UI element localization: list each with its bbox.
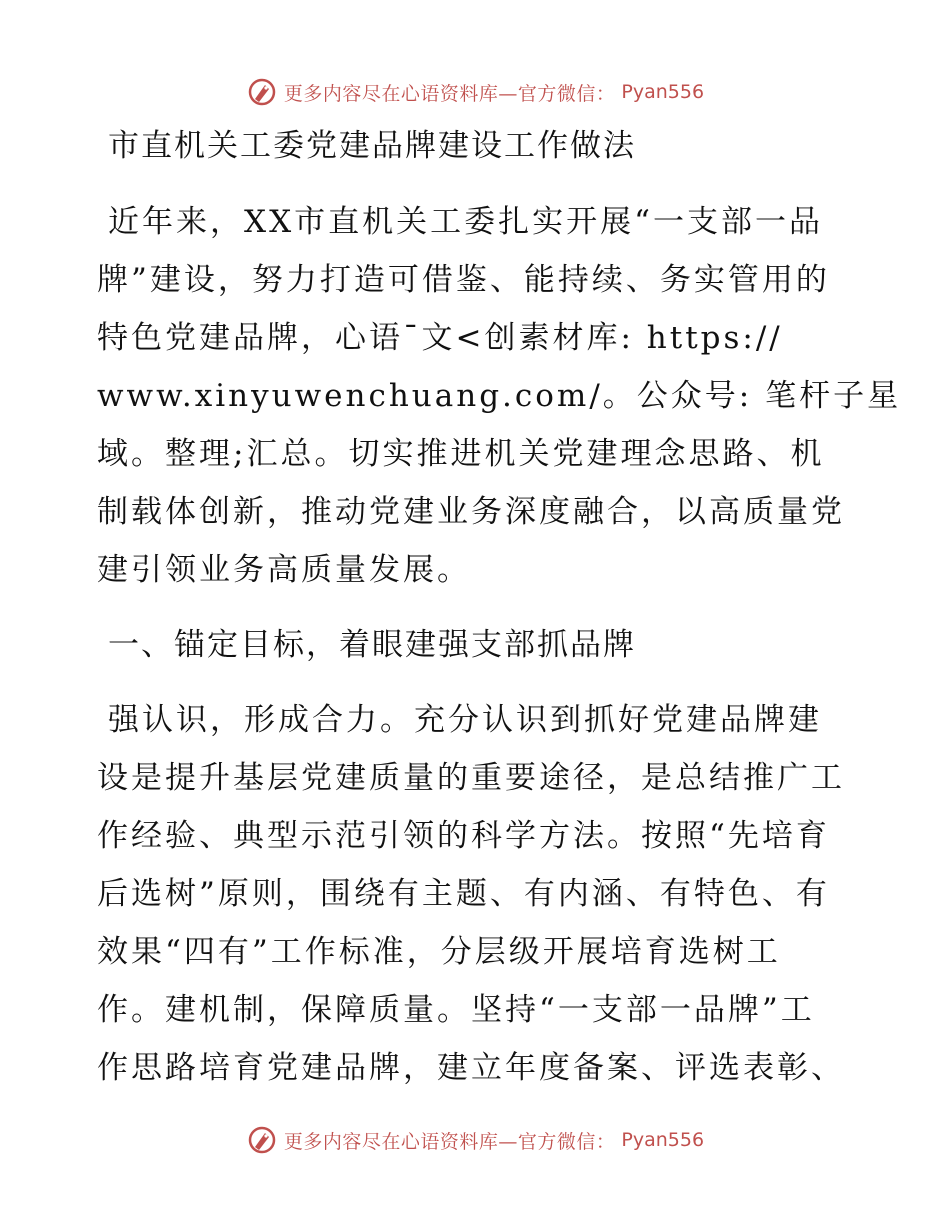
paragraph-line: 设是提升基层党建质量的重要途径，是总结推广工: [97, 760, 845, 796]
header-watermark: [0, 72, 950, 112]
watermark-text: 更多内容尽在心语资料库—官方微信：: [283, 1130, 616, 1153]
pen-nib-seal-icon: [246, 1124, 278, 1156]
watermark-text: 更多内容尽在心语资料库—官方微信：: [283, 82, 616, 105]
paragraph-line: 近年来，XX市直机关工委扎实开展“一支部一品: [108, 204, 823, 240]
paragraph-line: 后选树”原则，围绕有主题、有内涵、有特色、有: [97, 876, 830, 912]
paragraph-line: www.xinyuwenchuang.com/。公众号: 笔杆子星: [97, 378, 902, 414]
paragraph-section-1: [97, 700, 857, 1106]
paragraph-line: 强认识，形成合力。充分认识到抓好党建品牌建: [108, 702, 822, 738]
paragraph-line: 建引领业务高质量发展。: [97, 552, 471, 588]
pen-nib-seal-icon: [246, 76, 278, 108]
paragraph-line: 效果“四有”工作标准，分层级开展培育选树工: [97, 934, 781, 970]
footer-watermark: [0, 1120, 950, 1160]
paragraph-line: 牌”建设，努力打造可借鉴、能持续、务实管用的: [97, 262, 830, 298]
paragraph-line: 作经验、典型示范引领的科学方法。按照“先培育: [97, 818, 830, 854]
section-heading: 一、锚定目标，着眼建强支部抓品牌: [108, 627, 636, 663]
paragraph-line: 特色党建品牌，心语¯文<创素材库: https://: [97, 320, 783, 356]
paragraph-intro: [97, 202, 902, 608]
paragraph-line: 制载体创新，推动党建业务深度融合，以高质量党: [97, 494, 845, 530]
paragraph-line: 作。建机制，保障质量。坚持“一支部一品牌”工: [97, 992, 815, 1028]
paragraph-line: 作思路培育党建品牌，建立年度备案、评选表彰、: [97, 1050, 845, 1086]
watermark-contact: Pyan556: [621, 81, 705, 103]
document-title: 市直机关工委党建品牌建设工作做法: [108, 128, 636, 164]
paragraph-line: 域。整理;汇总。切实推进机关党建理念思路、机: [97, 436, 825, 472]
watermark-contact: Pyan556: [621, 1129, 705, 1151]
